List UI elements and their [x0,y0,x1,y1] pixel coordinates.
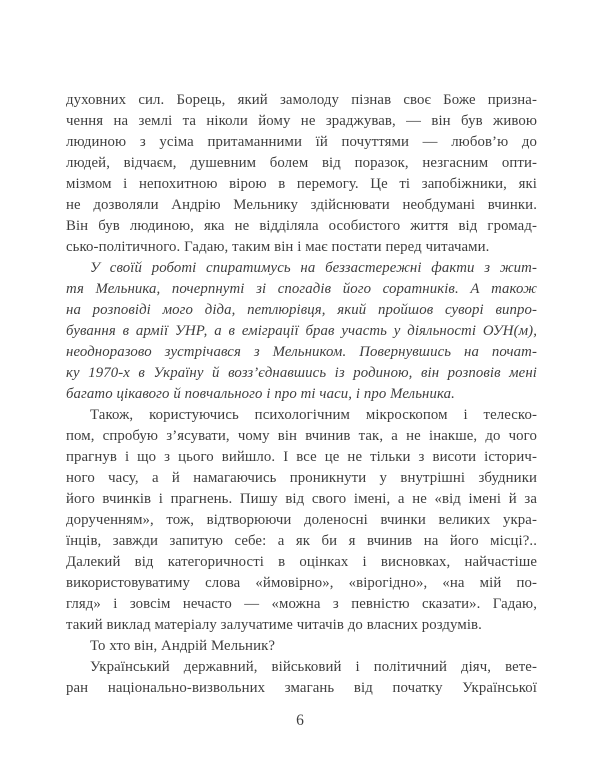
text-line: У своїй роботі спиратимусь на беззастережні факти з жит- [90,260,537,276]
text-line: людей, відчаєм, душевним болем від поразок, незгасним опти- [66,155,537,171]
paragraph [66,258,537,405]
text-line: Він був людиною, яка не відділяла особистого життя від громад- [66,218,537,234]
text-line: такий виклад матеріалу залучатиме читачів до власних роздумів. [66,617,482,633]
text-line: чення на землі та ніколи йому не зраджував, — він був живою [66,113,537,129]
text-line: тя Мельника, почерпнуті зі спогадів його соратників. А також [66,281,537,297]
paragraph [66,657,537,699]
page-number: 6 [296,712,304,729]
text-line: гляд» і зовсім нечасто — «можна з певністю сказати». Гадаю, [66,596,537,612]
text-line: пом, спробую з’ясувати, чому він вчинив так, а не інакше, до чого [66,428,537,444]
text-line: То хто він, Андрій Мельник? [90,638,276,654]
text-line: Український державний, військовий і політичний діяч, вете- [90,659,537,675]
body-text [66,90,537,699]
text-line: людиною з усіма притаманними їй почуттями — любов’ю до [66,134,537,150]
text-line: ран національно-визвольних змагань від початку Української [66,680,537,696]
paragraph [66,636,537,657]
text-line: використовуватиму слова «ймовірно», «вірогідно», «на мій по- [66,575,537,591]
text-line: не дозволяли Андрію Мельнику здійснювати необдумані вчинки. [66,197,537,213]
text-line: прагнув і що з цього вийшло. І все це не тільки з висоти історич- [66,449,537,465]
text-line: мізмом і непохитною вірою в перемогу. Це ті запобіжники, які [66,176,537,192]
text-line: сько-політичного. Гадаю, таким він і має постати перед читачами. [66,239,490,255]
text-line: на розповіді мого діда, петлюрівця, який пройшов суворі випро- [66,302,537,318]
text-line: ку 1970-х в Україну й возз’єднавшись із родиною, він розповів мені [66,365,537,381]
text-line: Далекий від категоричності в оцінках і висновках, найчастіше [66,554,537,570]
text-line: їнців, завжди запитую себе: а як би я вчинив на його місці?.. [66,533,537,549]
text-line: бування в армії УНР, а в еміграції брав участь у діяльності ОУН(м), [66,323,537,339]
text-line: багато цікавого й повчального і про ті часи, і про Мельника. [66,386,455,402]
paragraph [66,405,537,636]
text-line: дорученням», тож, відтворюючи доленосні вчинки великих укра- [66,512,537,528]
text-line: духовних сил. Борець, який замолоду пізнав своє Боже призна- [66,92,537,108]
text-line: ного часу, а й намагаючись проникнути у внутрішні збудники [66,470,537,486]
text-line: неодноразово зустрічався з Мельником. Повернувшись на почат- [66,344,537,360]
text-line: його вчинків і прагнень. Пишу від свого імені, а не «від імені й за [66,491,537,507]
paragraph [66,90,537,258]
text-line: Також, користуючись психологічним мікроскопом і телеско- [90,407,537,423]
